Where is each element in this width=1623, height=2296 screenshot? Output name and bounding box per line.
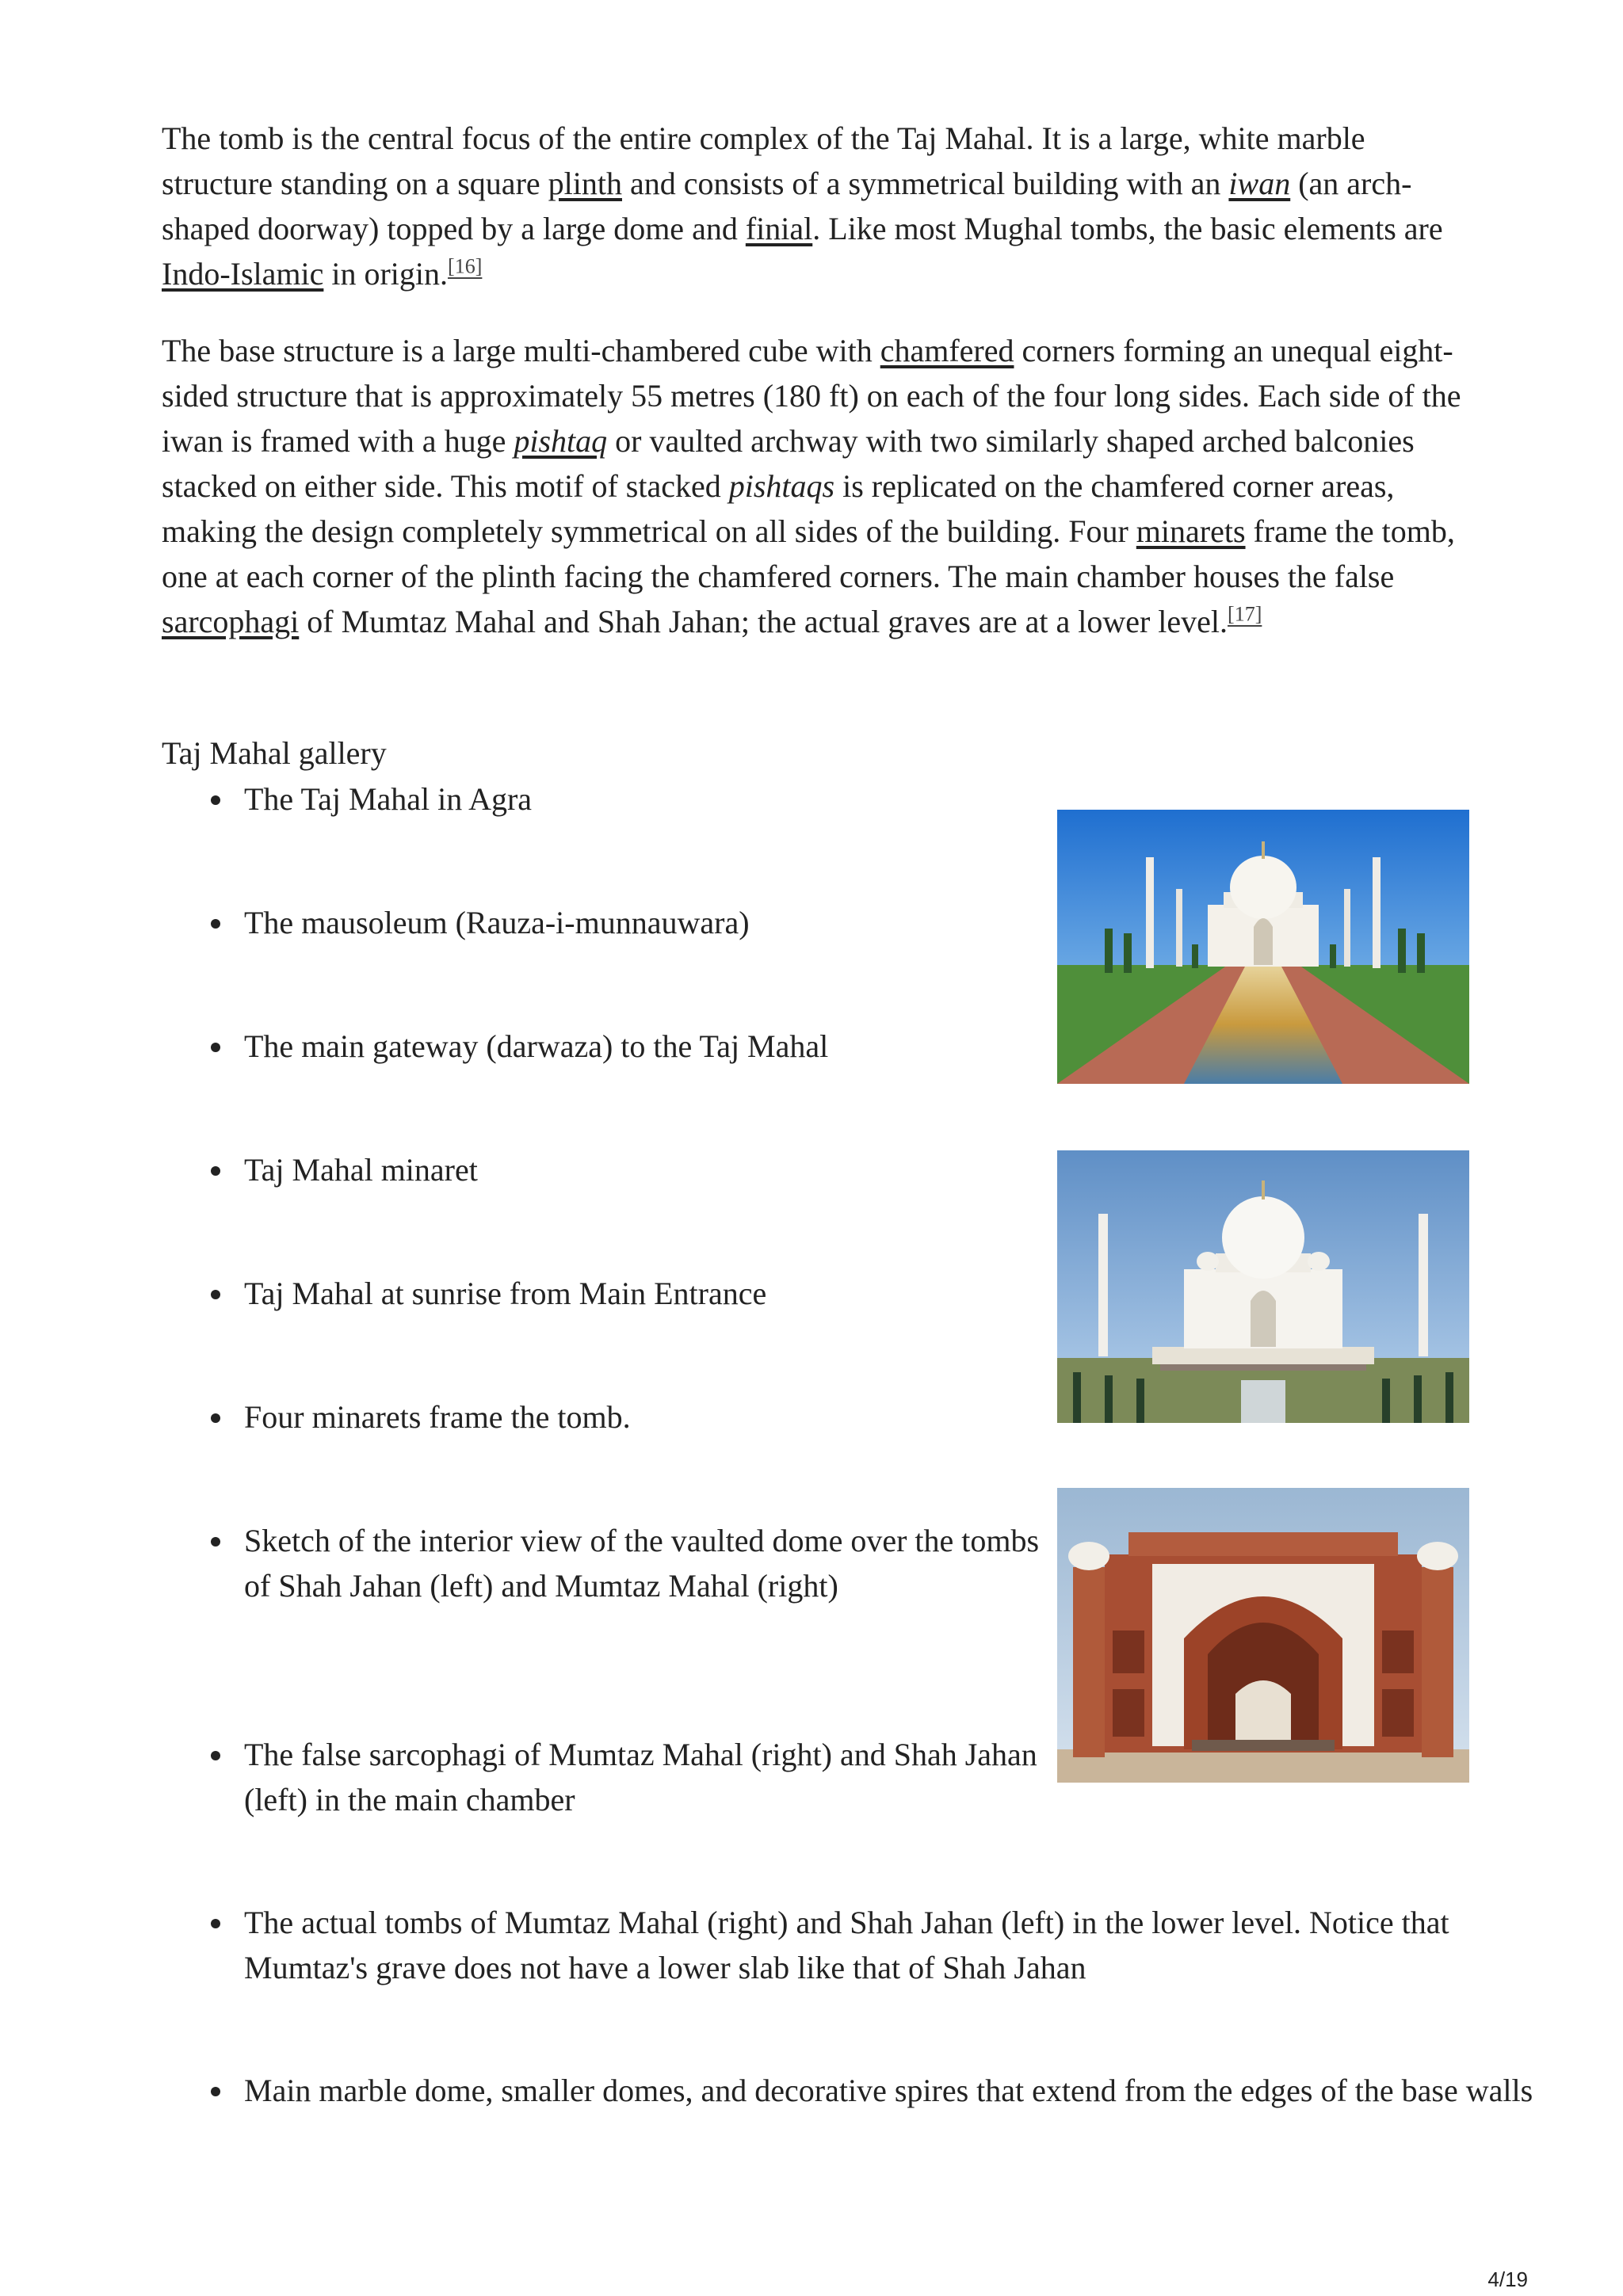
reference-17: [1228, 603, 1262, 626]
taj-mahal-front-view-image: [1057, 1150, 1469, 1423]
taj-mahal-main-gateway-image: [1057, 1488, 1469, 1783]
text-segment: The tomb is the central focus of the entire complex of the Taj Mahal. It is a large, white marble structure standing on a square: [162, 120, 1365, 201]
link-iwan[interactable]: [1228, 166, 1290, 201]
link-iwan-label: iwan: [1228, 166, 1291, 201]
text-segment: corners forming an unequal eight-sided structure that is approximately 55 metres (180 ft) on each of the four long sides. Each side of the iwan is framed with a huge: [162, 333, 1461, 459]
link-pishtaq-label: pishtaq: [514, 423, 608, 459]
gallery-item: The mausoleum (Rauza-i-munnauwara): [162, 900, 1553, 945]
paragraph-tomb-intro: [162, 116, 1461, 296]
text-segment: . Like most Mughal tombs, the basic elements are: [812, 211, 1443, 246]
gallery-caption: Taj Mahal gallery: [162, 735, 387, 771]
text-pishtaqs: pishtaqs: [728, 468, 835, 504]
gallery-item: The actual tombs of Mumtaz Mahal (right) and Shah Jahan (left) in the lower level. Notice that Mumtaz's grave does not have a lower slab like that of Shah Jahan: [162, 1900, 1553, 1990]
gallery-item: The false sarcophagi of Mumtaz Mahal (right) and Shah Jahan (left) in the main chamber: [162, 1732, 1057, 1822]
gallery-item: The Taj Mahal in Agra: [162, 776, 1553, 822]
text-segment: is replicated on the chamfered corner areas, making the design completely symmetrical on all sides of the building. Four: [162, 468, 1395, 549]
taj-mahal-reflecting-pool-image: [1057, 810, 1469, 1084]
reference-16: [448, 255, 482, 278]
link-plinth[interactable]: plinth: [548, 166, 622, 201]
text-segment: of Mumtaz Mahal and Shah Jahan; the actual graves are at a lower level.: [299, 604, 1228, 639]
gallery-item: Taj Mahal at sunrise from Main Entrance: [162, 1271, 1553, 1316]
gallery-item: Taj Mahal minaret: [162, 1147, 1553, 1192]
link-minarets[interactable]: minarets: [1136, 513, 1246, 549]
link-finial[interactable]: finial: [745, 211, 813, 246]
text-segment: or vaulted archway with two similarly shaped arched balconies stacked on either side. This motif of stacked: [162, 423, 1415, 504]
reference-17-link[interactable]: [17]: [1228, 602, 1262, 626]
text-segment: and consists of a symmetrical building with an: [621, 166, 1229, 201]
gallery-item: Sketch of the interior view of the vaulted dome over the tombs of Shah Jahan (left) and Mumtaz Mahal (right): [162, 1518, 1057, 1608]
gallery-item: The main gateway (darwaza) to the Taj Mahal: [162, 1024, 1553, 1069]
paragraph-base-structure: [162, 328, 1461, 644]
link-indo-islamic[interactable]: Indo-Islamic: [162, 256, 324, 292]
gallery-item: Main marble dome, smaller domes, and decorative spires that extend from the edges of the base walls: [162, 2068, 1553, 2113]
text-segment: in origin.: [323, 256, 449, 292]
gallery-item: Four minarets frame the tomb.: [162, 1394, 1553, 1440]
text-segment: (an arch-shaped doorway) topped by a large dome and: [162, 166, 1412, 246]
text-segment: frame the tomb, one at each corner of the plinth facing the chamfered corners. The main chamber houses the false: [162, 513, 1455, 594]
link-chamfered[interactable]: chamfered: [880, 333, 1014, 368]
text-segment: The base structure is a large multi-chambered cube with: [162, 333, 880, 368]
link-sarcophagi[interactable]: sarcophagi: [162, 604, 300, 639]
page-number: 4/19: [1487, 2267, 1528, 2291]
link-pishtaq[interactable]: [514, 423, 607, 459]
reference-16-link[interactable]: [16]: [448, 254, 483, 278]
